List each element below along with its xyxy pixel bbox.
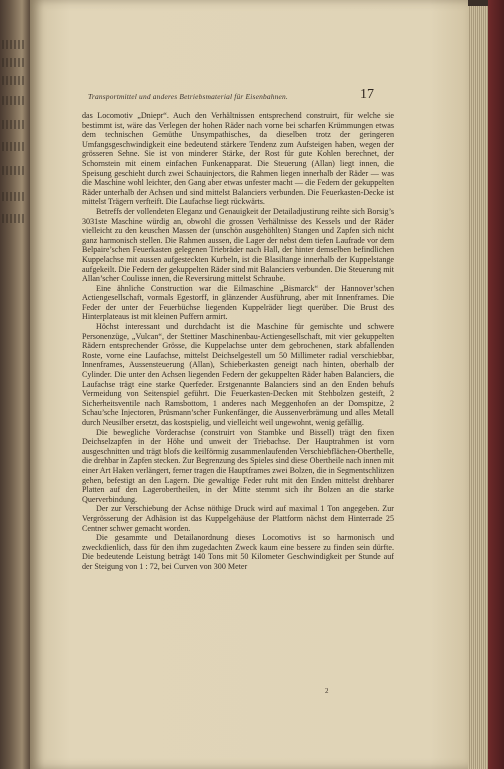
left-page-text-fragment <box>2 96 24 105</box>
book-cover-edge <box>488 0 504 769</box>
paragraph-6: Der zur Verschiebung der Achse nöthige Druck wird auf maximal 1 Ton angegeben. Zur Vergrösserung der Adhäsion ist das Kuppelgehäuse der Plattform nächst dem Hinterrade 25 Centner schwer gemacht worden. <box>82 504 394 533</box>
left-page-text-fragment <box>2 76 24 85</box>
running-head: Transportmittel und anderes Betriebsmaterial für Eisenbahnen. <box>88 92 288 101</box>
paragraph-7: Die gesammte und Detailanordnung dieses Locomotivs ist so harmonisch und zweckdienlich, dass für den ihm zugedachten Zweck kaum eine bessere zu finden sein dürfte. Die bedeutende Leistung beträgt 140 Tons mit 50 Kilometer Geschwindigkeit per Stunde auf der Steigung von 1 : 72, bei Curven von 300 Meter <box>82 533 394 571</box>
body-text <box>82 111 394 572</box>
page-block-edges <box>468 6 488 769</box>
left-page-text-fragment <box>2 120 24 129</box>
left-page-edge <box>0 0 30 769</box>
paragraph-4: Höchst interessant und durchdacht ist die Maschine für gemischte und schwere Personenzüge, „Vulcan“, der Stettiner Maschinenbau-Actiengesellschaft, mit vier gekuppelten Rädern entsprechender Grösse, die Kuppelachse unter dem gebrochenen, stark abfallenden Roste, vorne eine Laufachse, mittelst Deichselgestell um 50 Millimeter radial verschiebbar, Innenframes, Aussensteuerung (Allan), Schieberkasten geneigt nach hinten, oberhalb der Cylinder. Die unter den Achsen liegenden Federn der gekuppelten Räder haben Balanciers, die Laufachse trägt eine starke Querfeder. Erstgenannte Balanciers sind an den Enden behufs Vermeidung von Seitenspiel geführt. Die Feuerkasten-Decken mit Stehbolzen gesteift, 2 Sicherheitsventile nach Ramsbottom, 1 anderes nach Meggenhofen an der Domspitze, 2 Schau’sche Injectoren, Prüsmann’scher Funkenfänger, die Aussenverbrämung und alles Metall durch Neusilber ersetzt, das kostspielig, und vielleicht weil ungewohnt, wenig gefällig. <box>82 322 394 427</box>
left-page-text-fragment <box>2 192 24 201</box>
paragraph-3: Eine ähnliche Construction war die Eilmaschine „Bismarck“ der Hannover’schen Actiengesellschaft, vormals Egestorff, in glänzender Ausführung, aber mit Innenframes. Die Feder der unter der Feuerbüchse liegenden Kuppelräder liegt querüber. Die Brust des Hinterplateaus ist mit kleinen Puffern armirt. <box>82 283 394 322</box>
left-page-text-fragment <box>2 40 24 49</box>
paragraph-5: Die bewegliche Vorderachse (construirt von Stambke und Bissell) trägt den fixen Deichselzapfen in der Höhe und unweit der Triebachse. Der Hauptrahmen ist vorn ausgeschnitten und trägt blofs die keilförmig zusammenlaufenden Verschiebflächen-Oberthelle, die drehbar in Zapfen stecken. Zur Begrenzung des Spieles sind diese Obertheile nach innen mit einer Art Haken verlängert, ferner tragen die Hauptframes zwei Bolzen, die in Segmentschlitzen gehen, befestigt an den Lagern. Die gewaltige Feder ruht mit den Enden mittelst drehbarer Platten auf den Lagerobertheilen, in der Mitte stemmt sich ihr Bolzen an die starke Querverbindung. <box>82 427 394 504</box>
paragraph-2: Betreffs der vollendeten Eleganz und Genauigkeit der Detailadjustirung reihte sich Borsig’s 3031ste Maschine würdig an, obwohl die grossen Verhältnisse des Kessels und der Räder vielleicht zu den keuschen Massen der (unschön ausgehöhlten) Stangen und Zapfen sich nicht ganz harmonisch stellen. Die Rahmen aussen, die Lager der nebst dem tiefen Laufrade vor dem Belpaire’schen Feuerkasten gelegenen Triebräder nach Hall, der hinter demselben befindlichen Kuppelachse mit aussen aufgesteckten Kurbeln, ist die Blasiltange innerhalb der Kuppelstange aufgekeilt. Die Federn der gekuppelten Räder sind mit Balanciers verbunden. Die Steuerung mit Allan’scher Coulisse innen, die Reversirung mittelst Schraube. <box>82 206 394 284</box>
signature-mark: 2 <box>325 687 329 695</box>
left-page-text-fragment <box>2 58 24 67</box>
left-page-text-fragment <box>2 166 24 175</box>
paragraph-1: das Locomotiv „Dniepr“. Auch den Verhältnissen entsprechend construirt, für welche sie bestimmt ist, wäre das Verlegen der hohen Räder nach vorne bei scharfen Krümmungen etwas dem technischen Gemüthe Unsympathisches, da dieselben trotz der geringeren Umfangsgeschwindigkeit eine bedeutend stärkere Tendenz zum Aufsteigen haben, wegen der grösseren Sehne. Sie ist von minderer Stärke, der Rost für gute Kohlen berechnet, der Schornstein mit einem einfachen Funkenapparat. Die Steuerung (Allan) liegt innen, die Speisung geschieht durch zwei Schauinjectors, die Rahmen liegen innerhalb der Räder — was die Maschine wohl leichter, den Gang aber etwas unfester macht — die Federn der gekuppelten Räder unterhalb der Achsen und sind mittelst Balanciers verbunden. Die Feuerkasten-Decke ist mittelst Trägern verfteift. Die Laufachse liegt rückwärts. <box>82 111 394 207</box>
left-page-text-fragment <box>2 142 24 151</box>
left-page-text-fragment <box>2 214 24 223</box>
page-number: 17 <box>360 87 374 102</box>
